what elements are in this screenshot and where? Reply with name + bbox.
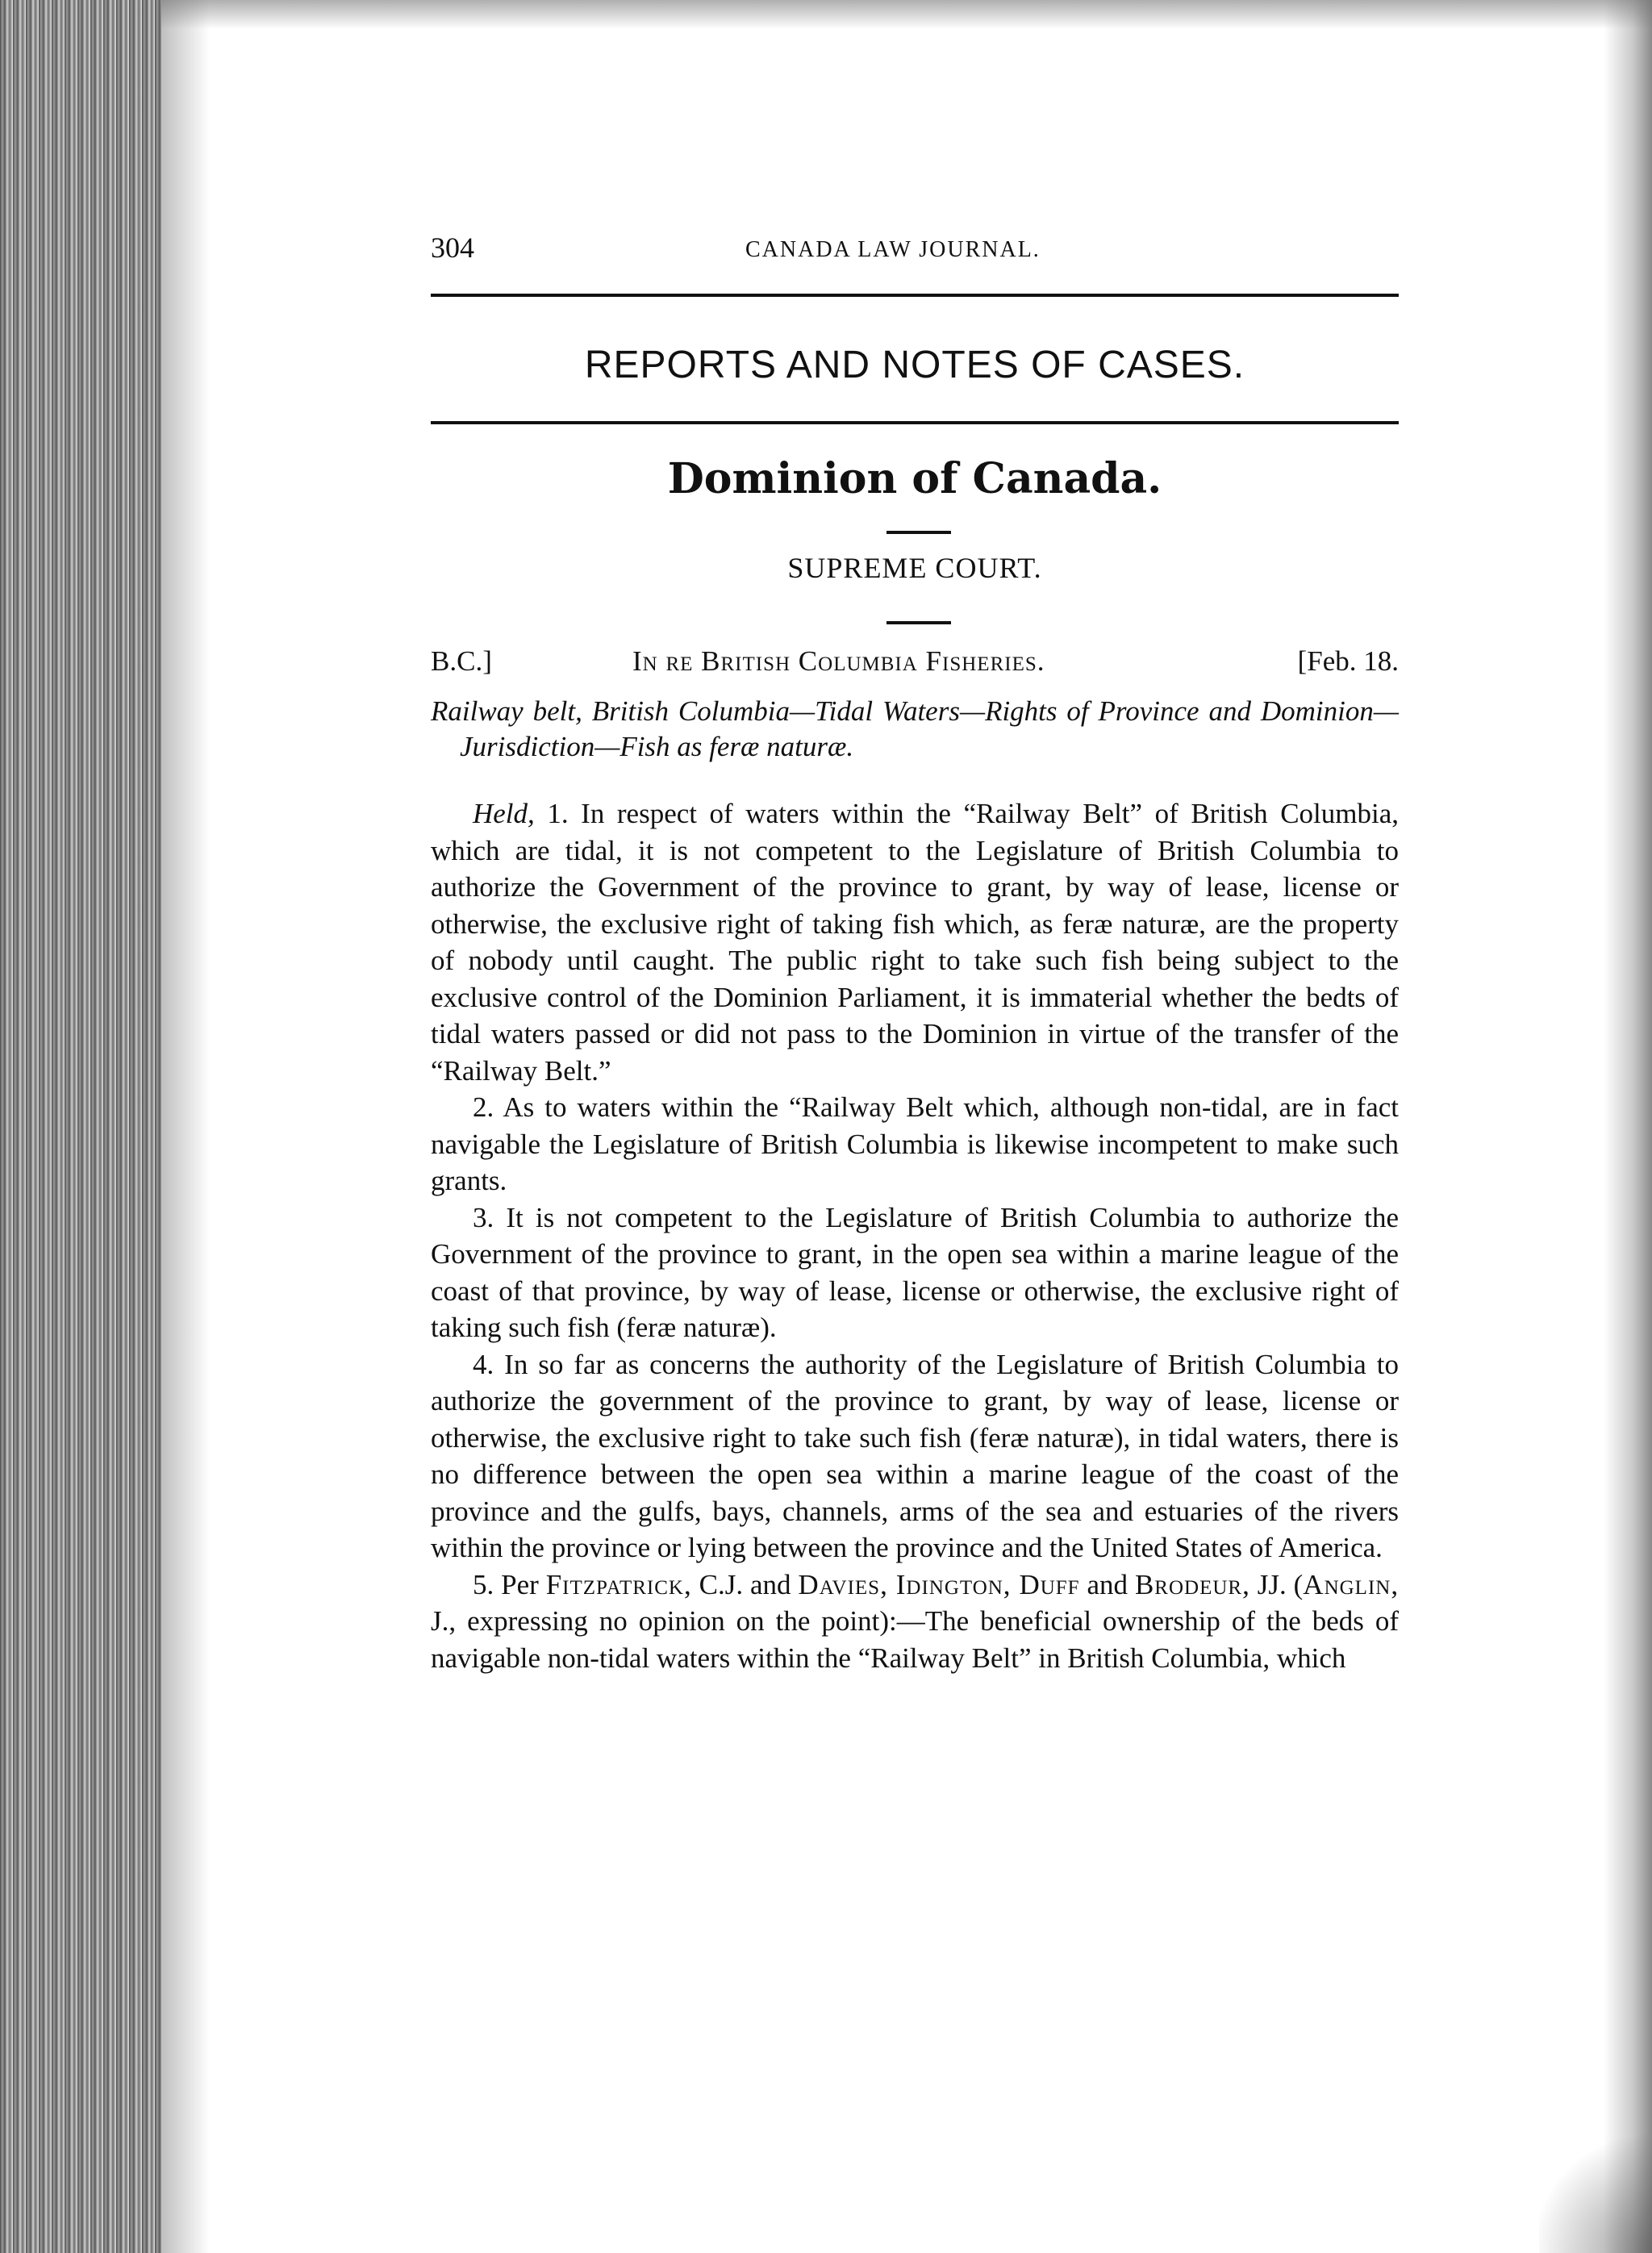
p5-text: JJ. ( — [1257, 1568, 1304, 1600]
scan-edge-right — [1604, 0, 1652, 2253]
paragraph-1 — [431, 795, 1399, 1089]
p5-text: C.J. and — [699, 1568, 791, 1600]
p5-prefix: 5. Per — [473, 1568, 539, 1600]
held-label: Held, — [473, 798, 535, 829]
judge-names: Davies, Idington, Duff — [798, 1568, 1080, 1600]
journal-name: CANADA LAW JOURNAL. — [745, 237, 1041, 262]
case-province: B.C.] — [431, 645, 492, 677]
case-date: [Feb. 18. — [1297, 645, 1399, 677]
headnote: Railway belt, British Columbia—Tidal Waters—Rights of Province and Dominion—Jurisdiction—Fish as feræ naturæ. — [431, 695, 1399, 762]
p5-text: J., expressing no opinion on the point):—The beneficial ownership of the beds of navigable non-tidal waters within the “Railway Belt” in British Columbia, which — [431, 1605, 1399, 1674]
section-title: REPORTS AND NOTES OF CASES. — [584, 344, 1245, 386]
court-heading: SUPREME COURT. — [787, 552, 1042, 584]
judge-name: Fitzpatrick, — [545, 1568, 692, 1600]
short-rule — [886, 531, 951, 534]
page-number: 304 — [431, 232, 474, 264]
paragraph-5 — [431, 1567, 1399, 1677]
judge-name: Anglin, — [1303, 1568, 1400, 1600]
section-rule — [431, 421, 1399, 424]
scan-corner-shadow — [1539, 2124, 1652, 2253]
header-rule — [431, 294, 1399, 297]
case-name: In re British Columbia Fisheries. — [632, 645, 1045, 677]
dominion-heading: Dominion of Canada. — [667, 454, 1162, 503]
paragraph-2: 2. As to waters within the “Railway Belt which, although non-tidal, are in fact navigable the Legislature of British Columbia is likewise incompetent to make such grants. — [431, 1091, 1399, 1196]
case-body — [431, 795, 1399, 1676]
paragraph-3: 3. It is not competent to the Legislature of British Columbia to authorize the Government of the province to grant, in the open sea within a marine league of the coast of that province, by way of lease, license or otherwise, the exclusive right of taking such fish (feræ naturæ). — [431, 1201, 1399, 1343]
short-rule — [886, 621, 951, 624]
journal-page — [431, 226, 1400, 1674]
paragraph-4: 4. In so far as concerns the authority of the Legislature of British Columbia to authorize the government of the province to grant, by way of lease, license or otherwise, the exclusive right to take such fish (feræ naturæ), in tidal waters, there is no difference between the open sea within a marine league of the coast of the province and the gulfs, bays, channels, arms of the sea and estuaries of the rivers within the province or lying between the province and the United States of America. — [431, 1348, 1399, 1563]
scan-edge-left — [0, 0, 161, 2253]
scan-edge-top — [161, 0, 1652, 29]
running-head — [431, 226, 1399, 274]
paragraph-1-text: 1. In respect of waters within the “Railway Belt” of British Columbia, which are tidal, it is not competent to the Legislature of British Columbia to authorize the Government of the province to grant, by way of lease, license or otherwise, the exclusive right of taking fish which, as feræ naturæ, are the property of nobody until caught. The public right to take such fish being subject to the exclusive control of the Dominion Parliament, it is immaterial whether the bedts of tidal waters passed or did not pass to the Dominion in virtue of the transfer of the “Railway Belt.” — [431, 798, 1399, 1087]
p5-text: and — [1087, 1568, 1128, 1600]
judge-name: Brodeur, — [1134, 1568, 1250, 1600]
